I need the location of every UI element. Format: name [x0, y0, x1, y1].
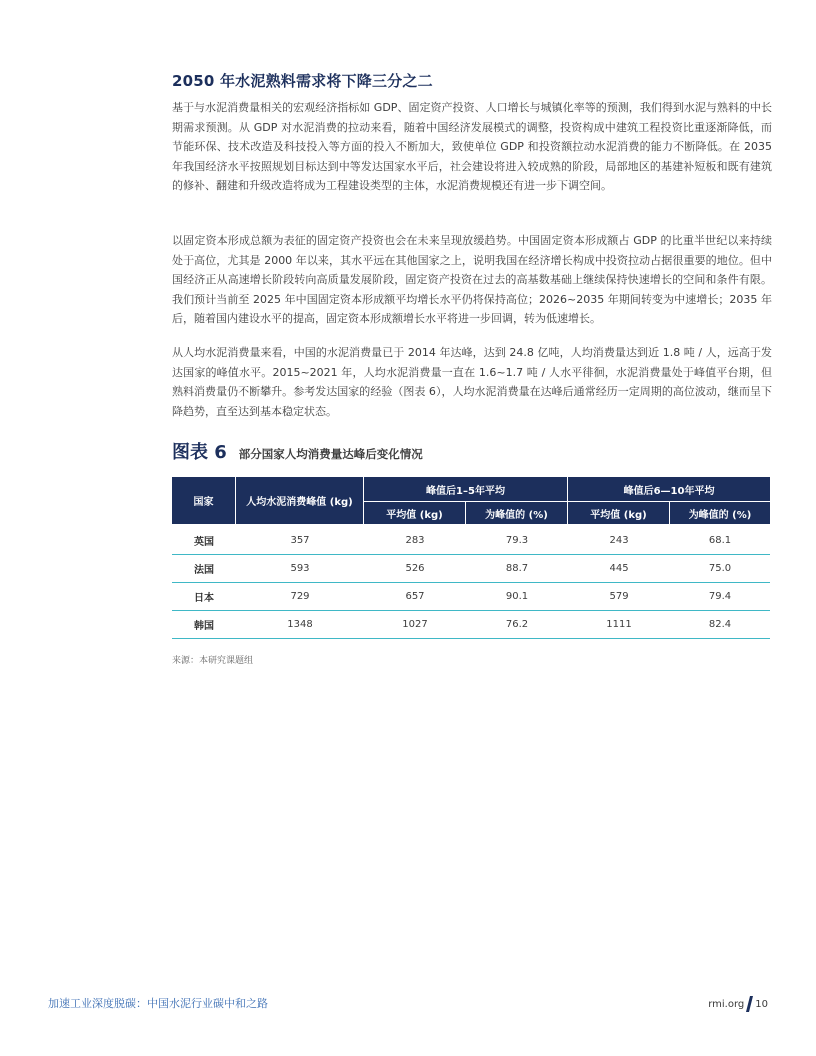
- header-pct-1: 为峰值的 (%): [466, 501, 568, 524]
- cell-country: 韩国: [172, 611, 236, 639]
- cell-country: 英国: [172, 524, 236, 555]
- cell-avg2: 243: [568, 524, 670, 555]
- cell-avg1: 1027: [364, 611, 466, 639]
- paragraph-3: 从人均水泥消费量来看，中国的水泥消费量已于 2014 年达峰，达到 24.8 亿吨，人均消费量达到近 1.8 吨 / 人，远高于发达国家的峰值水平。2015~2021 年，人均水泥消费量一直在 1.6~1.7 吨 / 人水平徘徊，水泥消费量处于峰值平台期，但熟料消费量仍不断攀升。参考发达国家的经验（图表 6），人均水泥消费量在达峰后通常经历一定周期的高位波动，继而呈下降趋势，直至达到基本稳定状态。: [172, 346, 772, 418]
- header-group-6-10-years: 峰值后6—10年平均: [568, 477, 770, 501]
- cell-country: 日本: [172, 583, 236, 611]
- cell-avg1: 283: [364, 524, 466, 555]
- header-group-1-5-years: 峰值后1–5年平均: [364, 477, 568, 501]
- cell-avg1: 657: [364, 583, 466, 611]
- section-heading: 2050 年水泥熟料需求将下降三分之二: [172, 72, 433, 90]
- cell-pct1: 90.1: [466, 583, 568, 611]
- page-number: 10: [755, 998, 768, 1010]
- table-row: [172, 555, 770, 583]
- cell-pct1: 76.2: [466, 611, 568, 639]
- cell-pct2: 79.4: [670, 583, 770, 611]
- cell-avg1: 526: [364, 555, 466, 583]
- cell-peak: 729: [236, 583, 364, 611]
- footer-report-title: 加速工业深度脱碳：中国水泥行业碳中和之路: [48, 997, 268, 1010]
- header-country: 国家: [172, 477, 236, 524]
- cell-avg2: 1111: [568, 611, 670, 639]
- cell-peak: 1348: [236, 611, 364, 639]
- cell-pct1: 88.7: [466, 555, 568, 583]
- table-row: [172, 583, 770, 611]
- header-peak: 人均水泥消费峰值 (kg): [236, 477, 364, 524]
- cell-avg2: 579: [568, 583, 670, 611]
- footer-page-info: [708, 996, 768, 1012]
- header-avg-2: 平均值 (kg): [568, 501, 670, 524]
- figure-title: [172, 438, 423, 464]
- cell-country: 法国: [172, 555, 236, 583]
- cell-avg2: 445: [568, 555, 670, 583]
- slash-divider: [746, 996, 753, 1012]
- cell-pct2: 75.0: [670, 555, 770, 583]
- cell-peak: 357: [236, 524, 364, 555]
- table-source: 来源：本研究课题组: [172, 656, 254, 666]
- figure-caption: 部分国家人均消费量达峰后变化情况: [238, 447, 423, 461]
- cell-peak: 593: [236, 555, 364, 583]
- footer-site[interactable]: rmi.org: [708, 998, 745, 1010]
- peak-consumption-table: [172, 477, 770, 639]
- cell-pct1: 79.3: [466, 524, 568, 555]
- table-row: [172, 611, 770, 639]
- cell-pct2: 68.1: [670, 524, 770, 555]
- paragraph-1: 基于与水泥消费量相关的宏观经济指标如 GDP、固定资产投资、人口增长与城镇化率等的预测，我们得到水泥与熟料的中长期需求预测。从 GDP 对水泥消费的拉动来看，随着中国经济发展模式的调整，投资构成中建筑工程投资比重逐渐降低，而节能环保、技术改造及科技投入等方面的投入不断加大，致使单位 GDP 和投资额拉动水泥消费的能力不断降低。在 2035 年我国经济水平按照规划目标达到中等发达国家水平后，社会建设将进入较成熟的阶段，局部地区的基建补短板和既有建筑的修补、翻建和升级改造将成为工程建设类型的主体，水泥消费规模还有进一步下调空间。: [172, 101, 772, 192]
- table-row: [172, 524, 770, 555]
- paragraph-2: 以固定资本形成总额为表征的固定资产投资也会在未来呈现放缓趋势。中国固定资本形成额占 GDP 的比重半世纪以来持续处于高位，尤其是 2000 年以来，其水平远在其他国家之上，说明我国在经济增长构成中投资拉动占据很重要的地位。但中国经济正从高速增长阶段转向高质量发展阶段，固定资产投资在过去的高基数基础上继续保持快速增长的空间和条件有限。我们预计当前至 2025 年中国固定资本形成额平均增长水平仍将保持高位；2026~2035 年期间转变为中速增长；2035 年后，随着国内建设水平的提高，固定资本形成额增长水平将进一步回调，转为低速增长。: [172, 234, 772, 325]
- cell-pct2: 82.4: [670, 611, 770, 639]
- figure-label: 图表 6: [172, 442, 227, 463]
- header-pct-2: 为峰值的 (%): [670, 501, 770, 524]
- header-avg-1: 平均值 (kg): [364, 501, 466, 524]
